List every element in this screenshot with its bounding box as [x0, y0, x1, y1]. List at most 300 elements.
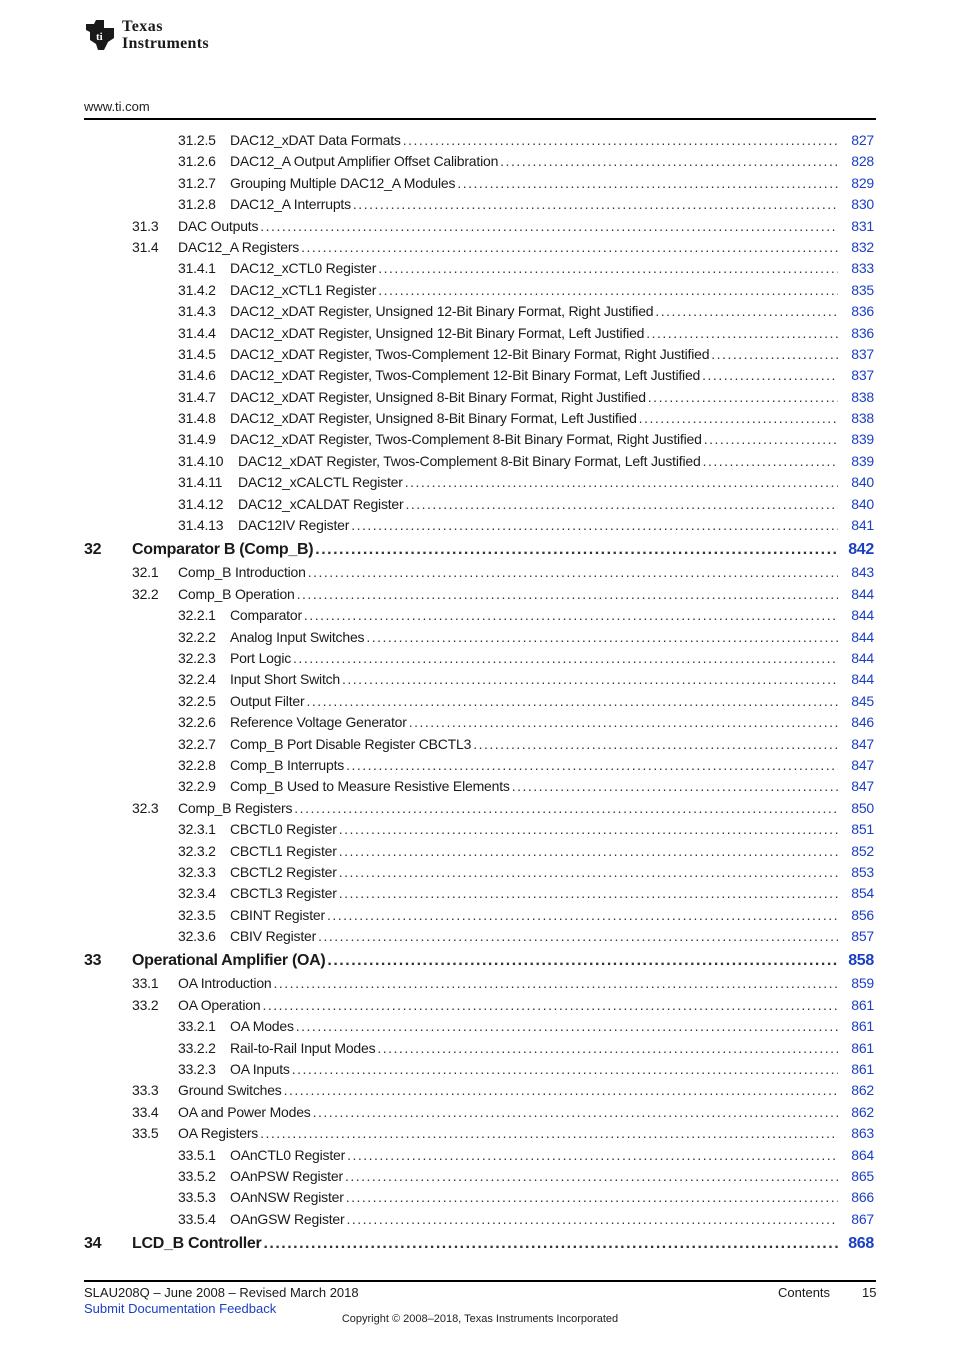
toc-entry-title[interactable]: Comparator B (Comp_B) [132, 536, 315, 564]
toc-leader-dots [702, 365, 838, 386]
toc-leader-dots [296, 1016, 838, 1037]
toc-page-link[interactable]: 835 [851, 281, 874, 298]
toc-page-link[interactable]: 844 [851, 671, 874, 688]
toc-leader-dots [378, 258, 838, 279]
toc-page-link[interactable]: 845 [851, 692, 874, 709]
toc-entry[interactable] [84, 562, 876, 583]
toc-page-link[interactable]: 866 [851, 1189, 874, 1206]
toc-leader-dots [648, 387, 838, 408]
toc-entry-body [230, 1038, 838, 1059]
toc-entry-number: 32.3.1 [178, 821, 216, 838]
toc-entry-number: 31.2.7 [178, 174, 216, 191]
toc-page-link[interactable]: 854 [851, 885, 874, 902]
toc-entry-title[interactable]: DAC12_A Interrupts [230, 194, 353, 215]
toc-entry[interactable] [84, 194, 876, 215]
toc-page-link[interactable]: 844 [851, 628, 874, 645]
toc-entry[interactable] [84, 387, 876, 408]
toc-entry[interactable] [84, 365, 876, 386]
toc-entry[interactable] [84, 1166, 876, 1187]
toc-entry-number: 31.4.9 [178, 431, 216, 448]
toc-leader-dots [297, 584, 838, 605]
document-id: SLAU208Q – June 2008 – Revised March 2018 [84, 1285, 359, 1300]
toc-entry[interactable] [84, 627, 876, 648]
footer-rule [84, 1280, 876, 1282]
toc-page-link[interactable]: 861 [851, 1039, 874, 1056]
toc-entry[interactable] [84, 258, 876, 279]
toc-page-link[interactable]: 837 [851, 367, 874, 384]
toc-leader-dots [318, 926, 838, 947]
toc-leader-dots [274, 973, 838, 994]
toc-entry[interactable] [84, 905, 876, 926]
toc-entry-body [230, 883, 838, 904]
toc-entry[interactable] [84, 1145, 876, 1166]
toc-entry[interactable] [84, 691, 876, 712]
toc-entry-number: 31.4.2 [178, 281, 216, 298]
toc-entry[interactable] [84, 648, 876, 669]
toc-entry-body [230, 669, 838, 690]
toc-chapter-entry[interactable] [84, 1230, 876, 1256]
toc-entry[interactable] [84, 280, 876, 301]
toc-page-link[interactable]: 853 [851, 863, 874, 880]
toc-leader-dots [711, 344, 838, 365]
toc-entry-body [230, 648, 838, 669]
toc-page-link[interactable]: 859 [851, 975, 874, 992]
toc-entry[interactable] [84, 515, 876, 536]
toc-entry-number: 33.2.2 [178, 1039, 216, 1056]
toc-page-link[interactable]: 861 [851, 1018, 874, 1035]
toc-entry-number: 32.2.4 [178, 671, 216, 688]
toc-page-link[interactable]: 851 [851, 821, 874, 838]
toc-entry-body [230, 387, 838, 408]
toc-entry-title[interactable]: CBCTL1 Register [230, 841, 339, 862]
toc-entry-title[interactable]: OA Inputs [230, 1059, 292, 1080]
toc-entry[interactable] [84, 429, 876, 450]
toc-entry-number: 32.2 [132, 585, 159, 602]
toc-page-link[interactable]: 847 [851, 778, 874, 795]
toc-entry-title[interactable]: DAC12_xDAT Register, Twos-Complement 12-Bit Binary Format, Left Justified [230, 365, 702, 386]
toc-entry-title[interactable]: Comp_B Operation [178, 584, 297, 605]
ti-wordmark [122, 19, 209, 52]
toc-entry-title[interactable]: DAC12_xDAT Register, Unsigned 12-Bit Binary Format, Left Justified [230, 323, 646, 344]
toc-entry-title[interactable]: Output Filter [230, 691, 306, 712]
website-link[interactable]: www.ti.com [84, 99, 150, 114]
toc-page-link[interactable]: 841 [851, 517, 874, 534]
toc-entry-body [230, 1187, 838, 1208]
toc-leader-dots [346, 1187, 838, 1208]
toc-entry-title[interactable]: DAC12_xDAT Register, Twos-Complement 12-Bit Binary Format, Right Justified [230, 344, 711, 365]
toc-entry-number: 31.4.4 [178, 324, 216, 341]
toc-page-link[interactable]: 862 [851, 1082, 874, 1099]
toc-page-link[interactable]: 830 [851, 196, 874, 213]
toc-entry-body [230, 776, 838, 797]
toc-entry-body [178, 237, 838, 258]
toc-entry[interactable] [84, 819, 876, 840]
toc-entry-title[interactable]: Input Short Switch [230, 669, 342, 690]
header-rule [84, 118, 876, 120]
toc-entry-body [230, 323, 838, 344]
toc-entry-number: 31.2.5 [178, 132, 216, 148]
toc-entry-number: 33.2.1 [178, 1018, 216, 1035]
toc-page-link[interactable]: 836 [851, 303, 874, 320]
toc-entry-body [230, 429, 838, 450]
toc-entry-number: 32.3.4 [178, 885, 216, 902]
toc-entry[interactable] [84, 1209, 876, 1230]
toc-entry-number: 32.2.9 [178, 778, 216, 795]
toc-page-link[interactable]: 844 [851, 607, 874, 624]
toc-page-link[interactable]: 839 [851, 431, 874, 448]
toc-entry[interactable] [84, 798, 876, 819]
toc-entry[interactable] [84, 1080, 876, 1101]
toc-page-link[interactable]: 833 [851, 260, 874, 277]
toc-entry[interactable] [84, 712, 876, 733]
toc-entry[interactable] [84, 1187, 876, 1208]
toc-leader-dots [639, 408, 838, 429]
toc-entry[interactable] [84, 1059, 876, 1080]
toc-page-link[interactable]: 857 [851, 928, 874, 945]
toc-entry-title[interactable]: OAnNSW Register [230, 1187, 346, 1208]
toc-entry-body [132, 536, 838, 564]
toc-entry-title[interactable]: Ground Switches [178, 1080, 284, 1101]
toc-page-link[interactable]: 829 [851, 174, 874, 191]
ti-logo[interactable] [84, 18, 209, 52]
toc-entry[interactable] [84, 1123, 876, 1144]
toc-entry-title[interactable]: DAC Outputs [178, 216, 260, 237]
toc-entry[interactable] [84, 237, 876, 258]
toc-page-link[interactable]: 838 [851, 388, 874, 405]
toc-entry-body [238, 472, 838, 493]
toc-entry-body [178, 584, 838, 605]
toc-entry-title[interactable]: Comp_B Used to Measure Resistive Elements [230, 776, 512, 797]
toc-chapter-entry[interactable] [84, 536, 876, 562]
toc-page-link[interactable]: 837 [851, 345, 874, 362]
toc-entry-title[interactable]: Comp_B Introduction [178, 562, 308, 583]
logo-line-1: Texas [122, 17, 164, 35]
toc-leader-dots [378, 280, 838, 301]
toc-page-link[interactable]: 864 [851, 1146, 874, 1163]
toc-entry-number: 32.1 [132, 564, 159, 581]
toc-entry-body [230, 258, 838, 279]
toc-entry-title[interactable]: OA Operation [178, 995, 262, 1016]
toc-entry-body [230, 151, 838, 172]
toc-entry[interactable] [84, 1016, 876, 1037]
toc-entry-title[interactable]: Rail-to-Rail Input Modes [230, 1038, 377, 1059]
toc-page-link[interactable]: 856 [851, 906, 874, 923]
toc-page-link[interactable]: 843 [851, 564, 874, 581]
toc-page-link[interactable]: 840 [851, 495, 874, 512]
toc-page-link[interactable]: 847 [851, 735, 874, 752]
toc-entry[interactable] [84, 926, 876, 947]
toc-entry-body [178, 1123, 838, 1144]
toc-entry-number: 33.5.2 [178, 1167, 216, 1184]
toc-entry-title[interactable]: DAC12_A Output Amplifier Offset Calibration [230, 151, 500, 172]
footer-section: Contents [778, 1285, 831, 1300]
toc-entry[interactable] [84, 973, 876, 994]
toc-entry-number: 31.2.6 [178, 153, 216, 170]
toc-entry-title[interactable]: Port Logic [230, 648, 293, 669]
toc-entry-title[interactable]: CBCTL2 Register [230, 862, 339, 883]
toc-entry-body [230, 1016, 838, 1037]
toc-entry-body [178, 562, 838, 583]
toc-entry-number: 32.2.5 [178, 692, 216, 709]
toc-entry[interactable] [84, 344, 876, 365]
toc-entry-body [230, 691, 838, 712]
toc-entry-body [132, 1230, 838, 1258]
toc-leader-dots [308, 562, 838, 583]
toc-entry-number: 31.4.13 [178, 517, 224, 534]
toc-entry-body [230, 755, 838, 776]
toc-page-link[interactable]: 868 [848, 1235, 874, 1253]
toc-entry[interactable] [84, 216, 876, 237]
toc-entry-number: 31.2.8 [178, 196, 216, 213]
toc-entry-number: 32.3.3 [178, 863, 216, 880]
toc-entry-title[interactable]: Grouping Multiple DAC12_A Modules [230, 173, 457, 194]
toc-entry-body [230, 130, 838, 151]
toc-page-link[interactable]: 836 [851, 324, 874, 341]
toc-entry-number: 33 [84, 952, 102, 970]
feedback-link[interactable]: Submit Documentation Feedback [84, 1301, 277, 1316]
toc-entry-number: 32.3.6 [178, 928, 216, 945]
toc-entry-body [230, 926, 838, 947]
toc-entry-title[interactable]: Comparator [230, 605, 304, 626]
toc-leader-dots [473, 734, 838, 755]
toc-entry-number: 33.5.3 [178, 1189, 216, 1206]
toc-entry-title[interactable]: Comp_B Registers [178, 798, 294, 819]
toc-page-link[interactable]: 827 [851, 132, 874, 148]
toc-leader-dots [345, 1166, 838, 1187]
toc-leader-dots [377, 1038, 838, 1059]
toc-leader-dots [339, 883, 838, 904]
toc-entry-title[interactable]: OAnPSW Register [230, 1166, 345, 1187]
toc-leader-dots [327, 905, 838, 926]
toc-entry-number: 31.4.10 [178, 452, 224, 469]
toc-entry-number: 33.5.4 [178, 1210, 216, 1227]
toc-page-link[interactable]: 850 [851, 799, 874, 816]
toc-entry-title[interactable]: DAC12_xDAT Register, Unsigned 8-Bit Binary Format, Right Justified [230, 387, 648, 408]
toc-entry-number: 31.4.6 [178, 367, 216, 384]
logo-line-2: Instruments [122, 34, 209, 52]
toc-entry-title[interactable]: OA Modes [230, 1016, 296, 1037]
toc-leader-dots [403, 130, 838, 151]
toc-leader-dots [339, 819, 838, 840]
toc-entry[interactable] [84, 472, 876, 493]
toc-entry[interactable] [84, 494, 876, 515]
toc-page-link[interactable]: 858 [848, 952, 874, 970]
toc-entry-number: 32.2.3 [178, 649, 216, 666]
copyright: Copyright © 2008–2018, Texas Instruments Incorporated [341, 1313, 619, 1325]
toc-entry-number: 31.4.5 [178, 345, 216, 362]
toc-entry[interactable] [84, 151, 876, 172]
toc-leader-dots [346, 755, 838, 776]
toc-page-link[interactable]: 861 [851, 996, 874, 1013]
toc-leader-dots [655, 301, 838, 322]
toc-entry-title[interactable]: OA Registers [178, 1123, 260, 1144]
toc-entry-title[interactable]: DAC12_xCTL1 Register [230, 280, 378, 301]
toc-entry-body [230, 344, 838, 365]
toc-entry-number: 34 [84, 1235, 102, 1253]
table-of-contents [84, 130, 876, 1256]
toc-entry-title[interactable]: DAC12_xDAT Register, Twos-Complement 8-Bit Binary Format, Left Justified [238, 451, 703, 472]
toc-page-link[interactable]: 862 [851, 1103, 874, 1120]
toc-leader-dots [342, 669, 838, 690]
toc-entry-body [178, 1080, 838, 1101]
toc-page-link[interactable]: 852 [851, 842, 874, 859]
toc-entry-title[interactable]: Comp_B Port Disable Register CBCTL3 [230, 734, 473, 755]
toc-entry[interactable] [84, 841, 876, 862]
toc-entry-title[interactable]: DAC12_xDAT Register, Unsigned 8-Bit Binary Format, Left Justified [230, 408, 639, 429]
toc-leader-dots [262, 995, 838, 1016]
toc-entry-body [230, 605, 838, 626]
toc-leader-dots [457, 173, 838, 194]
toc-entry-number: 32.2.1 [178, 607, 216, 624]
toc-leader-dots [646, 323, 838, 344]
toc-entry-number: 31.4.11 [178, 474, 223, 491]
toc-page-link[interactable]: 832 [851, 238, 874, 255]
toc-entry-title[interactable]: DAC12_xCALDAT Register [238, 494, 405, 515]
toc-entry-title[interactable]: Analog Input Switches [230, 627, 366, 648]
toc-entry[interactable] [84, 173, 876, 194]
toc-entry-number: 33.2.3 [178, 1061, 216, 1078]
toc-page-link[interactable]: 844 [851, 585, 874, 602]
toc-entry-title[interactable]: Operational Amplifier (OA) [132, 947, 327, 975]
toc-page-link[interactable]: 847 [851, 756, 874, 773]
toc-entry-title[interactable]: OAnCTL0 Register [230, 1145, 347, 1166]
toc-entry-number: 33.3 [132, 1082, 159, 1099]
toc-entry-title[interactable]: CBINT Register [230, 905, 327, 926]
toc-page-link[interactable]: 842 [848, 541, 874, 559]
toc-entry[interactable] [84, 584, 876, 605]
toc-entry-body [178, 995, 838, 1016]
toc-leader-dots [704, 429, 838, 450]
toc-leader-dots [366, 627, 838, 648]
toc-entry-title[interactable]: OA and Power Modes [178, 1102, 313, 1123]
toc-entry-body [230, 734, 838, 755]
toc-entry-number: 31.3 [132, 217, 159, 234]
toc-entry-title[interactable]: CBCTL0 Register [230, 819, 339, 840]
toc-entry-title[interactable]: OA Introduction [178, 973, 274, 994]
toc-entry-number: 32.2.8 [178, 756, 216, 773]
toc-leader-dots [304, 605, 838, 626]
toc-page-link[interactable]: 863 [851, 1125, 874, 1142]
toc-leader-dots [260, 216, 838, 237]
toc-leader-dots [294, 798, 838, 819]
toc-leader-dots [313, 1102, 838, 1123]
toc-leader-dots [339, 841, 838, 862]
toc-leader-dots [260, 1123, 838, 1144]
toc-entry-title[interactable]: DAC12_xCTL0 Register [230, 258, 378, 279]
toc-entry[interactable] [84, 323, 876, 344]
toc-leader-dots [353, 194, 838, 215]
toc-entry[interactable] [84, 995, 876, 1016]
toc-page-link[interactable]: 828 [851, 153, 874, 170]
toc-entry-body [238, 451, 838, 472]
toc-entry-body [238, 515, 838, 536]
toc-leader-dots [512, 776, 838, 797]
toc-entry-number: 32.2.7 [178, 735, 216, 752]
toc-entry-body [178, 1102, 838, 1123]
toc-entry-title[interactable]: DAC12_xDAT Data Formats [230, 130, 403, 151]
toc-entry-number: 31.4.7 [178, 388, 216, 405]
toc-entry-body [230, 1059, 838, 1080]
toc-entry-body [230, 905, 838, 926]
toc-entry-body [178, 798, 838, 819]
toc-entry[interactable] [84, 776, 876, 797]
toc-entry[interactable] [84, 669, 876, 690]
toc-entry[interactable] [84, 408, 876, 429]
toc-entry-body [230, 1145, 838, 1166]
toc-entry-title[interactable]: CBCTL3 Register [230, 883, 339, 904]
toc-entry[interactable] [84, 301, 876, 322]
toc-entry-body [230, 365, 838, 386]
toc-entry-number: 33.4 [132, 1103, 159, 1120]
toc-entry-title[interactable]: Comp_B Interrupts [230, 755, 346, 776]
toc-entry-number: 33.5.1 [178, 1146, 216, 1163]
toc-entry-title[interactable]: LCD_B Controller [132, 1230, 263, 1258]
toc-entry[interactable] [84, 605, 876, 626]
toc-page-link[interactable]: 840 [851, 474, 874, 491]
toc-leader-dots [405, 472, 838, 493]
toc-leader-dots [351, 515, 838, 536]
toc-entry[interactable] [84, 451, 876, 472]
toc-entry[interactable] [84, 883, 876, 904]
toc-entry-number: 32.2.6 [178, 714, 216, 731]
toc-entry-title[interactable]: Reference Voltage Generator [230, 712, 409, 733]
toc-entry[interactable] [84, 1102, 876, 1123]
toc-entry-title[interactable]: OAnGSW Register [230, 1209, 346, 1230]
toc-entry-body [230, 408, 838, 429]
toc-page-link[interactable]: 861 [851, 1061, 874, 1078]
toc-leader-dots [315, 536, 838, 564]
toc-chapter-entry[interactable] [84, 947, 876, 973]
toc-entry-number: 31.4.3 [178, 303, 216, 320]
toc-entry-title[interactable]: CBIV Register [230, 926, 318, 947]
toc-entry-body [132, 947, 838, 975]
toc-entry[interactable] [84, 130, 876, 151]
footer-page-number: 15 [862, 1285, 877, 1300]
toc-entry-number: 33.1 [132, 975, 159, 992]
toc-entry-body [178, 216, 838, 237]
toc-leader-dots [339, 862, 838, 883]
svg-text:ti: ti [96, 31, 103, 43]
toc-entry-title[interactable]: DAC12_xDAT Register, Twos-Complement 8-Bit Binary Format, Right Justified [230, 429, 704, 450]
toc-entry-number: 31.4.1 [178, 260, 216, 277]
toc-entry-title[interactable]: DAC12_xCALCTL Register [238, 472, 405, 493]
toc-entry-body [230, 712, 838, 733]
toc-entry[interactable] [84, 734, 876, 755]
toc-entry-title[interactable]: DAC12_xDAT Register, Unsigned 12-Bit Binary Format, Right Justified [230, 301, 655, 322]
toc-page-link[interactable]: 865 [851, 1167, 874, 1184]
toc-entry-body [230, 819, 838, 840]
toc-entry-title[interactable]: DAC12IV Register [238, 515, 351, 536]
toc-entry-body [230, 1166, 838, 1187]
toc-entry[interactable] [84, 862, 876, 883]
toc-leader-dots [346, 1209, 838, 1230]
toc-entry-number: 33.2 [132, 996, 159, 1013]
toc-entry-body [238, 494, 838, 515]
toc-page-link[interactable]: 867 [851, 1210, 874, 1227]
toc-leader-dots [306, 691, 838, 712]
toc-page-link[interactable]: 831 [851, 217, 874, 234]
toc-entry[interactable] [84, 755, 876, 776]
toc-entry-number: 32.2.2 [178, 628, 216, 645]
toc-page-link[interactable]: 846 [851, 714, 874, 731]
toc-page-link[interactable]: 838 [851, 410, 874, 427]
toc-page-link[interactable]: 844 [851, 649, 874, 666]
toc-entry[interactable] [84, 1038, 876, 1059]
toc-page-link[interactable]: 839 [851, 452, 874, 469]
toc-entry-number: 31.4.12 [178, 495, 224, 512]
toc-entry-title[interactable]: DAC12_A Registers [178, 237, 301, 258]
toc-leader-dots [301, 237, 838, 258]
